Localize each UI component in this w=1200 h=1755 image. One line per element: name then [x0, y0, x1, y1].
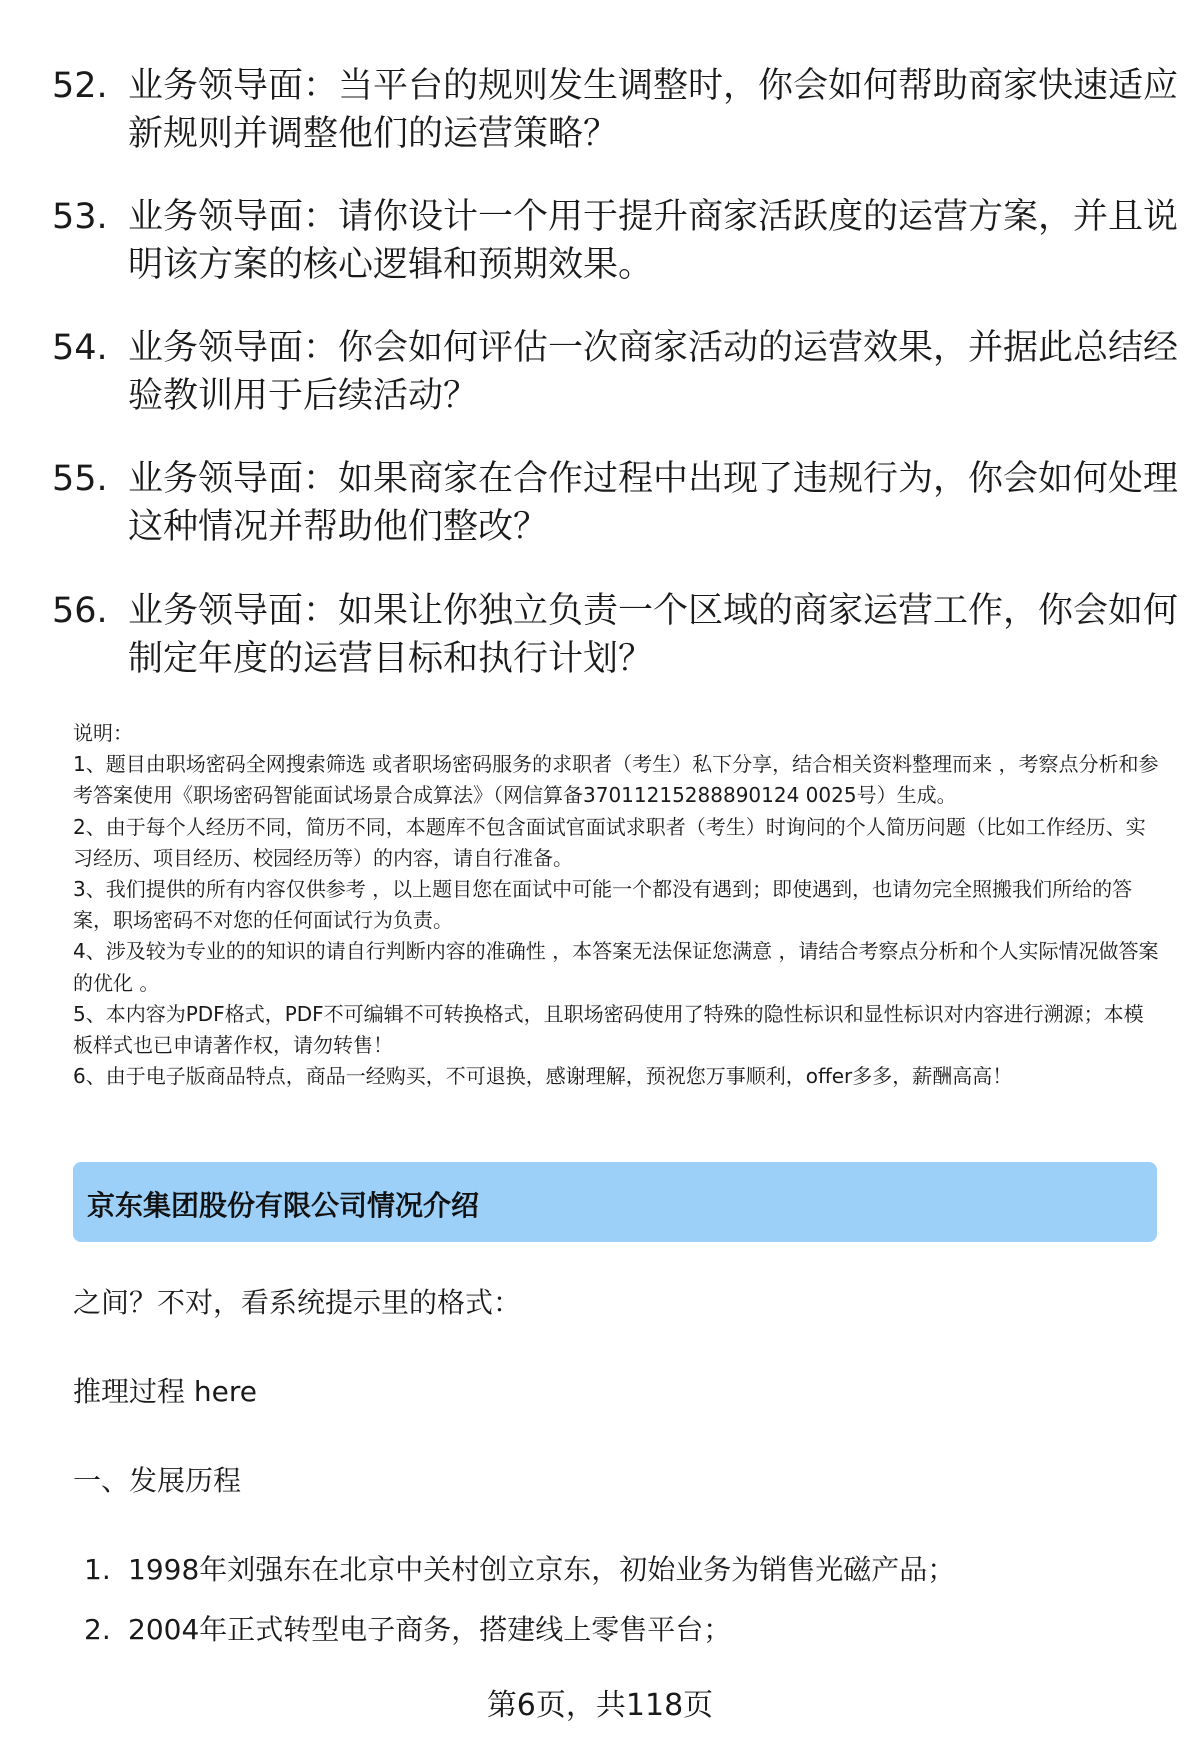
note-item: 2、由于每个人经历不同，简历不同，本题库不包含面试官面试求职者（考生）时询问的个人简历问题（比如工作经历、实习经历、项目经历、校园经历等）的内容，请自行准备。 — [73, 814, 1146, 870]
question-text: 业务领导面：当平台的规则发生调整时，你会如何帮助商家快速适应新规则并调整他们的运营策略？ — [128, 66, 1179, 154]
question-number: 52. — [52, 66, 108, 106]
section-header — [73, 1162, 1157, 1242]
note-item: 6、由于电子版商品特点，商品一经购买，不可退换，感谢理解，预祝您万事顺利，offer多多，薪酬高高！ — [73, 1064, 1013, 1089]
history-number: 1. — [84, 1553, 111, 1586]
question-number: 53. — [52, 197, 108, 237]
note-item: 5、本内容为PDF格式，PDF不可编辑不可转换格式，且职场密码使用了特殊的隐性标识和显性标识对内容进行溯源；本模板样式也已申请著作权，请勿转售！ — [73, 1001, 1144, 1058]
question-number: 56. — [52, 591, 108, 631]
note-item: 3、我们提供的所有内容仅供参考 ，以上题目您在面试中可能一个都没有遇到；即使遇到，也请勿完全照搬我们所给的答案，职场密码不对您的任何面试行为负责。 — [73, 877, 1133, 933]
question-number: 54. — [52, 328, 108, 368]
question-number: 55. — [52, 459, 108, 499]
history-text: 1998年刘强东在北京中关村创立京东，初始业务为销售光磁产品； — [128, 1553, 956, 1586]
section-header-title: 京东集团股份有限公司情况介绍 — [87, 1189, 480, 1222]
question-text: 业务领导面：你会如何评估一次商家活动的运营效果，并据此总结经验教训用于后续活动？ — [128, 328, 1179, 416]
history-item — [84, 1612, 731, 1648]
history-number: 2. — [84, 1613, 111, 1646]
paragraph: 之间？不对，看系统提示里的格式： — [73, 1286, 522, 1319]
section-subheading: 一、发展历程 — [73, 1464, 242, 1497]
notes-section — [73, 718, 1163, 1092]
history-item — [84, 1552, 955, 1588]
history-text: 2004年正式转型电子商务，搭建线上零售平台； — [128, 1613, 732, 1646]
paragraph: 推理过程 here — [73, 1375, 257, 1408]
note-item: 4、涉及较为专业的的知识的请自行判断内容的准确性 ，本答案无法保证您满意 ，请结合考察点分析和个人实际情况做答案的优化 。 — [73, 939, 1159, 995]
question-text: 业务领导面：如果让你独立负责一个区域的商家运营工作，你会如何制定年度的运营目标和执行计划？ — [128, 591, 1179, 679]
question-text: 业务领导面：请你设计一个用于提升商家活跃度的运营方案，并且说明该方案的核心逻辑和预期效果。 — [128, 197, 1179, 285]
question-text: 业务领导面：如果商家在合作过程中出现了违规行为，你会如何处理这种情况并帮助他们整改？ — [128, 459, 1179, 547]
note-item: 1、题目由职场密码全网搜索筛选 或者职场密码服务的求职者（考生）私下分享，结合相关资料整理而来 ，考察点分析和参考答案使用《职场密码智能面试场景合成算法》（网信算备37011215288890124 0025号）生成。 — [73, 752, 1159, 808]
page-footer: 第6页，共118页 — [486, 1688, 714, 1723]
notes-title: 说明： — [73, 721, 133, 745]
